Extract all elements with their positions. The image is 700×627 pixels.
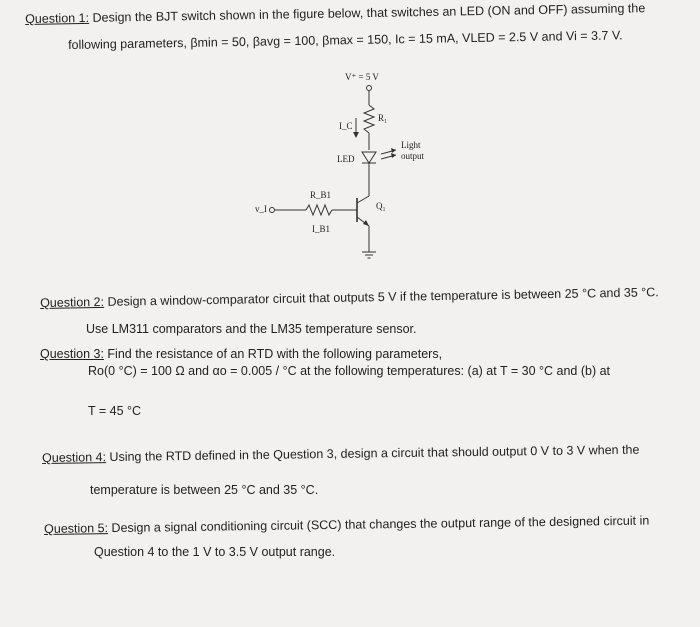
q1-label: Q₁ bbox=[376, 201, 386, 211]
question-4-line-2: temperature is between 25 °C and 35 °C. bbox=[90, 483, 319, 497]
question-3-line-2: Ro(0 °C) = 100 Ω and αo = 0.005 / °C at the following temperatures: (a) at T = 30 °C and (b) at bbox=[88, 364, 611, 378]
question-5-line-2: Question 4 to the 1 V to 3.5 V output range. bbox=[94, 545, 336, 559]
light-label-1: Light bbox=[401, 140, 421, 150]
led-symbol bbox=[362, 152, 376, 163]
r1-resistor bbox=[364, 105, 374, 133]
question-1-line-2: following parameters, βmin = 50, βavg = 100, βmax = 150, Ic = 15 mA, VLED = 2.5 V and Vi = 3.7 V. bbox=[68, 28, 623, 52]
supply-node bbox=[367, 86, 372, 91]
question-1-text: Design the BJT switch shown in the figure below, that switches an LED (ON and OFF) assuming the bbox=[88, 1, 646, 25]
bjt-switch-circuit bbox=[0, 0, 700, 300]
question-3-text: Find the resistance of an RTD with the following parameters, bbox=[103, 347, 443, 361]
question-4-text: Using the RTD defined in the Question 3, design a circuit that should output 0 V to 3 V when the bbox=[105, 442, 640, 465]
rb1-resistor bbox=[306, 205, 332, 215]
input-node bbox=[270, 208, 275, 213]
ic-label: I_C bbox=[339, 121, 353, 131]
question-5-text: Design a signal conditioning circuit (SCC) that changes the output range of the designed circuit in bbox=[107, 513, 650, 536]
led-label: LED bbox=[337, 154, 355, 164]
vplus-label: V⁺ = 5 V bbox=[345, 72, 379, 82]
question-1-label: Question 1: bbox=[25, 10, 90, 26]
question-3-line-3: T = 45 °C bbox=[88, 404, 142, 418]
question-3-line-1 bbox=[40, 347, 442, 361]
vi-label: v_I bbox=[255, 204, 267, 214]
ib1-label: I_B1 bbox=[312, 224, 330, 234]
r1-label: R₁ bbox=[378, 113, 388, 123]
question-4-line-1 bbox=[42, 443, 640, 465]
question-5-line-1 bbox=[44, 514, 649, 536]
light-label-2: output bbox=[401, 151, 425, 161]
rb1-label: R_B1 bbox=[310, 190, 332, 200]
question-4-label: Question 4: bbox=[42, 450, 107, 465]
question-2-line-2: Use LM311 comparators and the LM35 temperature sensor. bbox=[86, 322, 417, 336]
question-2-text: Design a window-comparator circuit that outputs 5 V if the temperature is between 25 °C and 35 °C. bbox=[103, 285, 659, 309]
question-5-label: Question 5: bbox=[44, 521, 109, 536]
question-3-label: Question 3: bbox=[40, 347, 104, 361]
question-2-label: Question 2: bbox=[40, 294, 105, 310]
